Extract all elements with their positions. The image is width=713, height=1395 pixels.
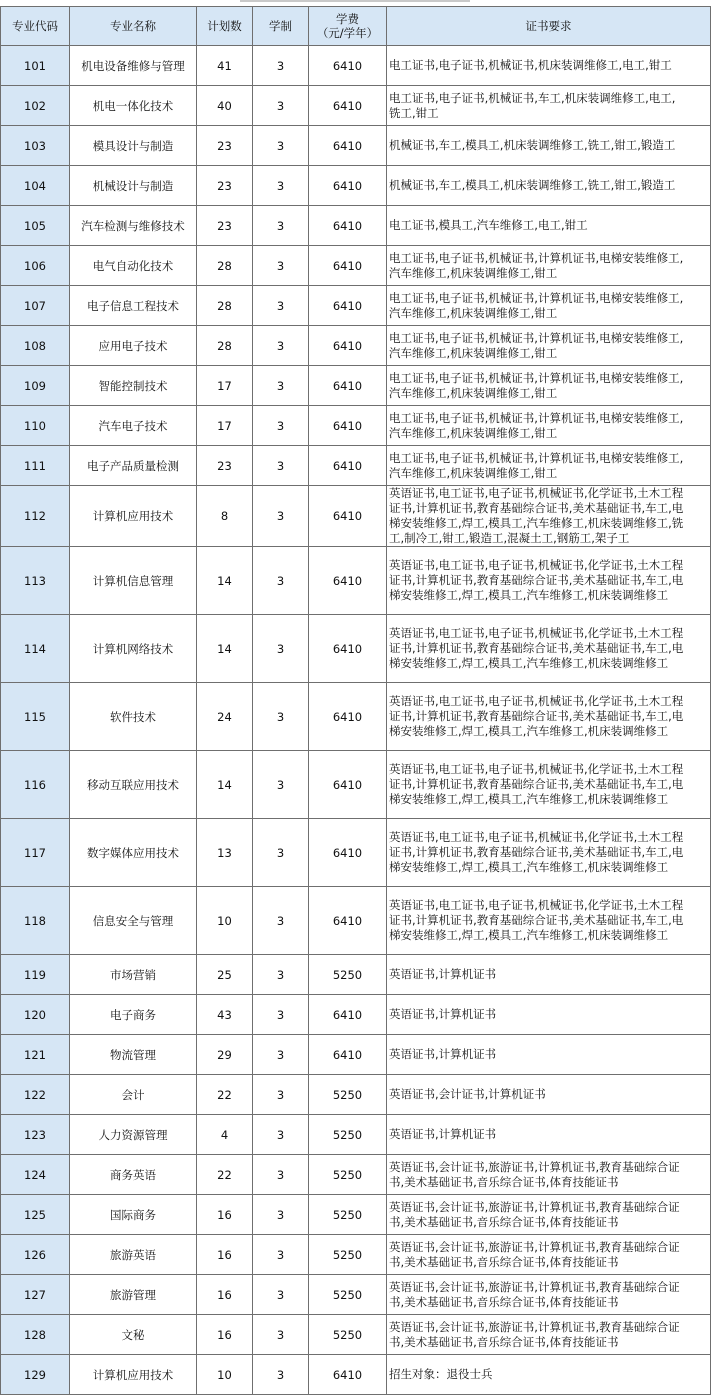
cell-name: 智能控制技术 (70, 366, 197, 406)
cell-fee: 6410 (309, 366, 387, 406)
cert-line: 证书,计算机证书,教育基础综合证书,美术基础证书,车工,电 (389, 573, 684, 587)
cell-name: 人力资源管理 (70, 1115, 197, 1155)
cell-plan: 17 (197, 366, 253, 406)
cell-years: 3 (253, 615, 309, 683)
cert-line: 英语证书,会计证书,计算机证书 (389, 1087, 546, 1101)
table-row (1, 615, 711, 683)
cell-years: 3 (253, 326, 309, 366)
cell-name: 软件技术 (70, 683, 197, 751)
cell-plan: 22 (197, 1075, 253, 1115)
cell-cert (387, 326, 711, 366)
cell-code: 128 (1, 1315, 70, 1355)
cert-line: 英语证书,会计证书,旅游证书,计算机证书,教育基础综合证 (389, 1319, 680, 1334)
cert-line: 汽车维修工,机床装调维修工,钳工 (389, 465, 558, 480)
cell-name: 计算机应用技术 (70, 486, 197, 547)
cell-cert (387, 446, 711, 486)
cell-code: 102 (1, 86, 70, 126)
cell-cert (387, 1115, 711, 1155)
cropped-title-remnant (240, 0, 470, 2)
cell-years: 3 (253, 166, 309, 206)
cell-plan: 4 (197, 1115, 253, 1155)
header-name: 专业名称 (70, 7, 197, 46)
cell-plan: 14 (197, 547, 253, 615)
cell-fee: 5250 (309, 1115, 387, 1155)
cell-code: 109 (1, 366, 70, 406)
cell-plan: 14 (197, 615, 253, 683)
cell-name: 移动互联应用技术 (70, 751, 197, 819)
cert-line: 英语证书,电工证书,电子证书,机械证书,化学证书,土木工程 (389, 626, 684, 640)
cert-line: 梯安装维修工,焊工,模具工,汽车维修工,机床装调维修工 (389, 928, 669, 942)
cert-line: 书,美术基础证书,音乐综合证书,体育技能证书 (389, 1294, 619, 1309)
cert-line: 英语证书,电工证书,电子证书,机械证书,化学证书,土木工程 (389, 762, 684, 776)
cell-fee: 6410 (309, 547, 387, 615)
table-row (1, 46, 711, 86)
cell-years: 3 (253, 86, 309, 126)
cert-line: 梯安装维修工,焊工,模具工,汽车维修工,机床装调维修工 (389, 656, 669, 670)
cell-plan: 10 (197, 1355, 253, 1395)
cell-cert (387, 86, 711, 126)
cell-plan: 25 (197, 955, 253, 995)
cell-code: 126 (1, 1235, 70, 1275)
table-row (1, 751, 711, 819)
cert-line: 英语证书,会计证书,旅游证书,计算机证书,教育基础综合证 (389, 1199, 680, 1214)
cell-years: 3 (253, 955, 309, 995)
cell-name: 会计 (70, 1075, 197, 1115)
cell-fee: 6410 (309, 751, 387, 819)
header-fee-line2: （元/学年） (316, 26, 379, 40)
cell-name: 计算机应用技术 (70, 1355, 197, 1395)
cert-line: 英语证书,计算机证书 (389, 1007, 497, 1021)
cell-cert (387, 615, 711, 683)
cell-cert (387, 286, 711, 326)
cell-plan: 23 (197, 206, 253, 246)
cell-code: 104 (1, 166, 70, 206)
cell-years: 3 (253, 366, 309, 406)
cell-fee: 6410 (309, 819, 387, 887)
cert-line: 电工证书,电子证书,机械证书,计算机证书,电梯安装维修工, (389, 370, 684, 385)
cell-plan: 23 (197, 126, 253, 166)
cell-years: 3 (253, 446, 309, 486)
cell-code: 111 (1, 446, 70, 486)
cell-cert (387, 366, 711, 406)
cert-line: 证书,计算机证书,教育基础综合证书,美术基础证书,车工,电 (389, 845, 684, 859)
cell-years: 3 (253, 1235, 309, 1275)
cell-fee: 6410 (309, 1035, 387, 1075)
cert-line: 英语证书,会计证书,旅游证书,计算机证书,教育基础综合证 (389, 1159, 680, 1174)
cell-fee: 6410 (309, 446, 387, 486)
cell-cert (387, 1235, 711, 1275)
table-row (1, 1235, 711, 1275)
cert-line: 英语证书,电工证书,电子证书,机械证书,化学证书,土木工程 (389, 694, 684, 708)
cell-plan: 16 (197, 1195, 253, 1235)
cell-years: 3 (253, 751, 309, 819)
header-fee (309, 7, 387, 46)
cell-years: 3 (253, 683, 309, 751)
cell-years: 3 (253, 1035, 309, 1075)
cell-code: 124 (1, 1155, 70, 1195)
table-row (1, 1115, 711, 1155)
cell-plan: 28 (197, 326, 253, 366)
cert-line: 电工证书,电子证书,机械证书,计算机证书,电梯安装维修工, (389, 410, 684, 425)
cell-years: 3 (253, 887, 309, 955)
cell-plan: 17 (197, 406, 253, 446)
table-row (1, 406, 711, 446)
cell-years: 3 (253, 995, 309, 1035)
table-row (1, 1195, 711, 1235)
cell-cert (387, 819, 711, 887)
table-row (1, 446, 711, 486)
cell-fee: 6410 (309, 326, 387, 366)
cert-line: 书,美术基础证书,音乐综合证书,体育技能证书 (389, 1334, 619, 1349)
cell-plan: 14 (197, 751, 253, 819)
table-row (1, 1315, 711, 1355)
cell-fee: 5250 (309, 1155, 387, 1195)
cell-cert (387, 486, 711, 547)
enrollment-table (0, 6, 711, 1395)
cell-name: 计算机信息管理 (70, 547, 197, 615)
cell-years: 3 (253, 486, 309, 547)
cell-fee: 6410 (309, 246, 387, 286)
cert-line: 英语证书,电工证书,电子证书,机械证书,化学证书,土木工程 (389, 830, 684, 844)
cell-fee: 6410 (309, 86, 387, 126)
cell-years: 3 (253, 406, 309, 446)
cell-fee: 6410 (309, 46, 387, 86)
cell-name: 模具设计与制造 (70, 126, 197, 166)
cell-code: 120 (1, 995, 70, 1035)
cert-line: 电工证书,电子证书,机械证书,计算机证书,电梯安装维修工, (389, 330, 684, 345)
table-row (1, 683, 711, 751)
cert-line: 汽车维修工,机床装调维修工,钳工 (389, 305, 558, 320)
cell-name: 市场营销 (70, 955, 197, 995)
cell-years: 3 (253, 1315, 309, 1355)
cell-cert (387, 206, 711, 246)
cert-line: 电工证书,电子证书,机械证书,机床装调维修工,电工,钳工 (389, 58, 672, 72)
cell-name: 信息安全与管理 (70, 887, 197, 955)
cell-plan: 10 (197, 887, 253, 955)
cell-cert (387, 1355, 711, 1395)
table-row (1, 166, 711, 206)
cert-line: 英语证书,计算机证书 (389, 1127, 497, 1141)
cert-line: 证书,计算机证书,教育基础综合证书,美术基础证书,车工,电 (389, 641, 684, 655)
cert-line: 证书,计算机证书,教育基础综合证书,美术基础证书,车工,电 (389, 709, 684, 723)
table-row (1, 819, 711, 887)
cell-plan: 29 (197, 1035, 253, 1075)
cell-name: 电子商务 (70, 995, 197, 1035)
cert-line: 电工证书,电子证书,机械证书,计算机证书,电梯安装维修工, (389, 450, 684, 465)
cell-plan: 23 (197, 446, 253, 486)
cell-cert (387, 887, 711, 955)
cell-fee: 6410 (309, 1355, 387, 1395)
cell-fee: 6410 (309, 166, 387, 206)
cell-code: 122 (1, 1075, 70, 1115)
cell-years: 3 (253, 246, 309, 286)
cell-cert (387, 46, 711, 86)
cert-line: 证书,计算机证书,教育基础综合证书,美术基础证书,车工,电 (389, 913, 684, 927)
cell-name: 国际商务 (70, 1195, 197, 1235)
cell-years: 3 (253, 206, 309, 246)
cell-code: 107 (1, 286, 70, 326)
header-plan: 计划数 (197, 7, 253, 46)
cell-plan: 23 (197, 166, 253, 206)
header-fee-line1: 学费 (336, 12, 359, 26)
cell-name: 电子产品质量检测 (70, 446, 197, 486)
cell-code: 115 (1, 683, 70, 751)
cert-line: 梯安装维修工,焊工,模具工,汽车维修工,机床装调维修工,铣 (389, 516, 684, 530)
cell-code: 101 (1, 46, 70, 86)
cert-line: 英语证书,电工证书,电子证书,机械证书,化学证书,土木工程 (389, 486, 684, 500)
cell-plan: 8 (197, 486, 253, 547)
cell-code: 118 (1, 887, 70, 955)
cert-line: 梯安装维修工,焊工,模具工,汽车维修工,机床装调维修工 (389, 792, 669, 806)
cell-years: 3 (253, 1275, 309, 1315)
cell-code: 103 (1, 126, 70, 166)
cell-years: 3 (253, 1075, 309, 1115)
cert-line: 英语证书,会计证书,旅游证书,计算机证书,教育基础综合证 (389, 1279, 680, 1294)
cell-code: 125 (1, 1195, 70, 1235)
cell-code: 110 (1, 406, 70, 446)
cert-line: 工,制冷工,钳工,锻造工,混凝土工,钢筋工,架子工 (389, 531, 630, 545)
cell-name: 机电一体化技术 (70, 86, 197, 126)
cell-code: 129 (1, 1355, 70, 1395)
header-cert: 证书要求 (387, 7, 711, 46)
cell-plan: 43 (197, 995, 253, 1035)
cell-plan: 13 (197, 819, 253, 887)
cell-name: 商务英语 (70, 1155, 197, 1195)
cell-plan: 24 (197, 683, 253, 751)
table-row (1, 246, 711, 286)
cell-code: 119 (1, 955, 70, 995)
table-row (1, 887, 711, 955)
cell-plan: 16 (197, 1315, 253, 1355)
cert-line: 机械证书,车工,模具工,机床装调维修工,铣工,钳工,锻造工 (389, 138, 676, 152)
table-row (1, 206, 711, 246)
cell-cert (387, 1195, 711, 1235)
cell-fee: 5250 (309, 1315, 387, 1355)
table-row (1, 955, 711, 995)
cert-line: 证书,计算机证书,教育基础综合证书,美术基础证书,车工,电 (389, 777, 684, 791)
cell-fee: 6410 (309, 683, 387, 751)
table-row (1, 126, 711, 166)
cell-plan: 16 (197, 1235, 253, 1275)
table-row (1, 547, 711, 615)
cell-years: 3 (253, 547, 309, 615)
cell-fee: 6410 (309, 486, 387, 547)
table-row (1, 286, 711, 326)
cert-line: 电工证书,电子证书,机械证书,车工,机床装调维修工,电工, (389, 90, 676, 105)
cell-fee: 6410 (309, 126, 387, 166)
cert-line: 汽车维修工,机床装调维修工,钳工 (389, 425, 558, 440)
cell-years: 3 (253, 1355, 309, 1395)
cell-years: 3 (253, 286, 309, 326)
cert-line: 书,美术基础证书,音乐综合证书,体育技能证书 (389, 1174, 619, 1189)
cell-cert (387, 1075, 711, 1115)
cell-name: 物流管理 (70, 1035, 197, 1075)
table-body (1, 46, 711, 1395)
cell-name: 文秘 (70, 1315, 197, 1355)
cell-code: 106 (1, 246, 70, 286)
cert-line: 电工证书,电子证书,机械证书,计算机证书,电梯安装维修工, (389, 290, 684, 305)
cell-cert (387, 1155, 711, 1195)
cell-cert (387, 955, 711, 995)
cell-cert (387, 1275, 711, 1315)
cell-cert (387, 406, 711, 446)
cell-code: 121 (1, 1035, 70, 1075)
cert-line: 英语证书,会计证书,旅游证书,计算机证书,教育基础综合证 (389, 1239, 680, 1254)
cell-plan: 22 (197, 1155, 253, 1195)
cell-name: 电子信息工程技术 (70, 286, 197, 326)
cell-code: 113 (1, 547, 70, 615)
cell-fee: 6410 (309, 995, 387, 1035)
cell-code: 105 (1, 206, 70, 246)
table-row (1, 995, 711, 1035)
table-row (1, 486, 711, 547)
cert-line: 汽车维修工,机床装调维修工,钳工 (389, 265, 558, 280)
table-row (1, 1355, 711, 1395)
cell-name: 计算机网络技术 (70, 615, 197, 683)
cell-code: 108 (1, 326, 70, 366)
cell-years: 3 (253, 46, 309, 86)
cert-line: 电工证书,电子证书,机械证书,计算机证书,电梯安装维修工, (389, 250, 684, 265)
cell-cert (387, 1035, 711, 1075)
cell-name: 电气自动化技术 (70, 246, 197, 286)
cell-code: 112 (1, 486, 70, 547)
cell-cert (387, 751, 711, 819)
cell-cert (387, 126, 711, 166)
cell-fee: 5250 (309, 1195, 387, 1235)
cell-code: 116 (1, 751, 70, 819)
cell-years: 3 (253, 819, 309, 887)
cell-cert (387, 246, 711, 286)
cell-years: 3 (253, 1115, 309, 1155)
cell-years: 3 (253, 1155, 309, 1195)
cert-line: 证书,计算机证书,教育基础综合证书,美术基础证书,车工,电 (389, 501, 684, 515)
table-row (1, 366, 711, 406)
cert-line: 电工证书,模具工,汽车维修工,电工,钳工 (389, 218, 588, 232)
cell-cert (387, 995, 711, 1035)
cell-plan: 16 (197, 1275, 253, 1315)
cell-code: 123 (1, 1115, 70, 1155)
cert-line: 汽车维修工,机床装调维修工,钳工 (389, 385, 558, 400)
header-code: 专业代码 (1, 7, 70, 46)
cell-name: 旅游管理 (70, 1275, 197, 1315)
cert-line: 英语证书,计算机证书 (389, 1047, 497, 1061)
cell-cert (387, 683, 711, 751)
header-row (1, 7, 711, 46)
cell-fee: 6410 (309, 615, 387, 683)
cell-cert (387, 166, 711, 206)
cell-plan: 40 (197, 86, 253, 126)
cell-fee: 6410 (309, 206, 387, 246)
cell-name: 应用电子技术 (70, 326, 197, 366)
cell-plan: 28 (197, 286, 253, 326)
cell-fee: 6410 (309, 406, 387, 446)
cell-cert (387, 547, 711, 615)
table-row (1, 326, 711, 366)
cell-name: 机电设备维修与管理 (70, 46, 197, 86)
cell-name: 汽车检测与维修技术 (70, 206, 197, 246)
cell-years: 3 (253, 1195, 309, 1235)
cert-line: 机械证书,车工,模具工,机床装调维修工,铣工,钳工,锻造工 (389, 178, 676, 192)
cert-line: 英语证书,计算机证书 (389, 967, 497, 981)
cell-plan: 28 (197, 246, 253, 286)
cert-line: 书,美术基础证书,音乐综合证书,体育技能证书 (389, 1254, 619, 1269)
cell-code: 114 (1, 615, 70, 683)
cell-name: 机械设计与制造 (70, 166, 197, 206)
table-row (1, 1275, 711, 1315)
cell-code: 117 (1, 819, 70, 887)
table-row (1, 1075, 711, 1115)
cert-line: 梯安装维修工,焊工,模具工,汽车维修工,机床装调维修工 (389, 860, 669, 874)
cert-line: 招生对象：退役士兵 (389, 1367, 493, 1381)
table-row (1, 86, 711, 126)
cell-name: 汽车电子技术 (70, 406, 197, 446)
cell-fee: 5250 (309, 955, 387, 995)
table-row (1, 1035, 711, 1075)
cert-line: 书,美术基础证书,音乐综合证书,体育技能证书 (389, 1214, 619, 1229)
cell-name: 旅游英语 (70, 1235, 197, 1275)
header-years: 学制 (253, 7, 309, 46)
cell-name: 数字媒体应用技术 (70, 819, 197, 887)
cert-line: 英语证书,电工证书,电子证书,机械证书,化学证书,土木工程 (389, 558, 684, 572)
cell-plan: 41 (197, 46, 253, 86)
cert-line: 英语证书,电工证书,电子证书,机械证书,化学证书,土木工程 (389, 898, 684, 912)
cell-years: 3 (253, 126, 309, 166)
cell-code: 127 (1, 1275, 70, 1315)
cell-fee: 5250 (309, 1075, 387, 1115)
cell-fee: 5250 (309, 1275, 387, 1315)
cert-line: 汽车维修工,机床装调维修工,钳工 (389, 345, 558, 360)
cert-line: 梯安装维修工,焊工,模具工,汽车维修工,机床装调维修工 (389, 588, 669, 602)
cert-line: 梯安装维修工,焊工,模具工,汽车维修工,机床装调维修工 (389, 724, 669, 738)
table-row (1, 1155, 711, 1195)
cell-fee: 5250 (309, 1235, 387, 1275)
cell-fee: 6410 (309, 887, 387, 955)
cell-cert (387, 1315, 711, 1355)
cert-line: 铣工,钳工 (389, 105, 439, 120)
cell-fee: 6410 (309, 286, 387, 326)
